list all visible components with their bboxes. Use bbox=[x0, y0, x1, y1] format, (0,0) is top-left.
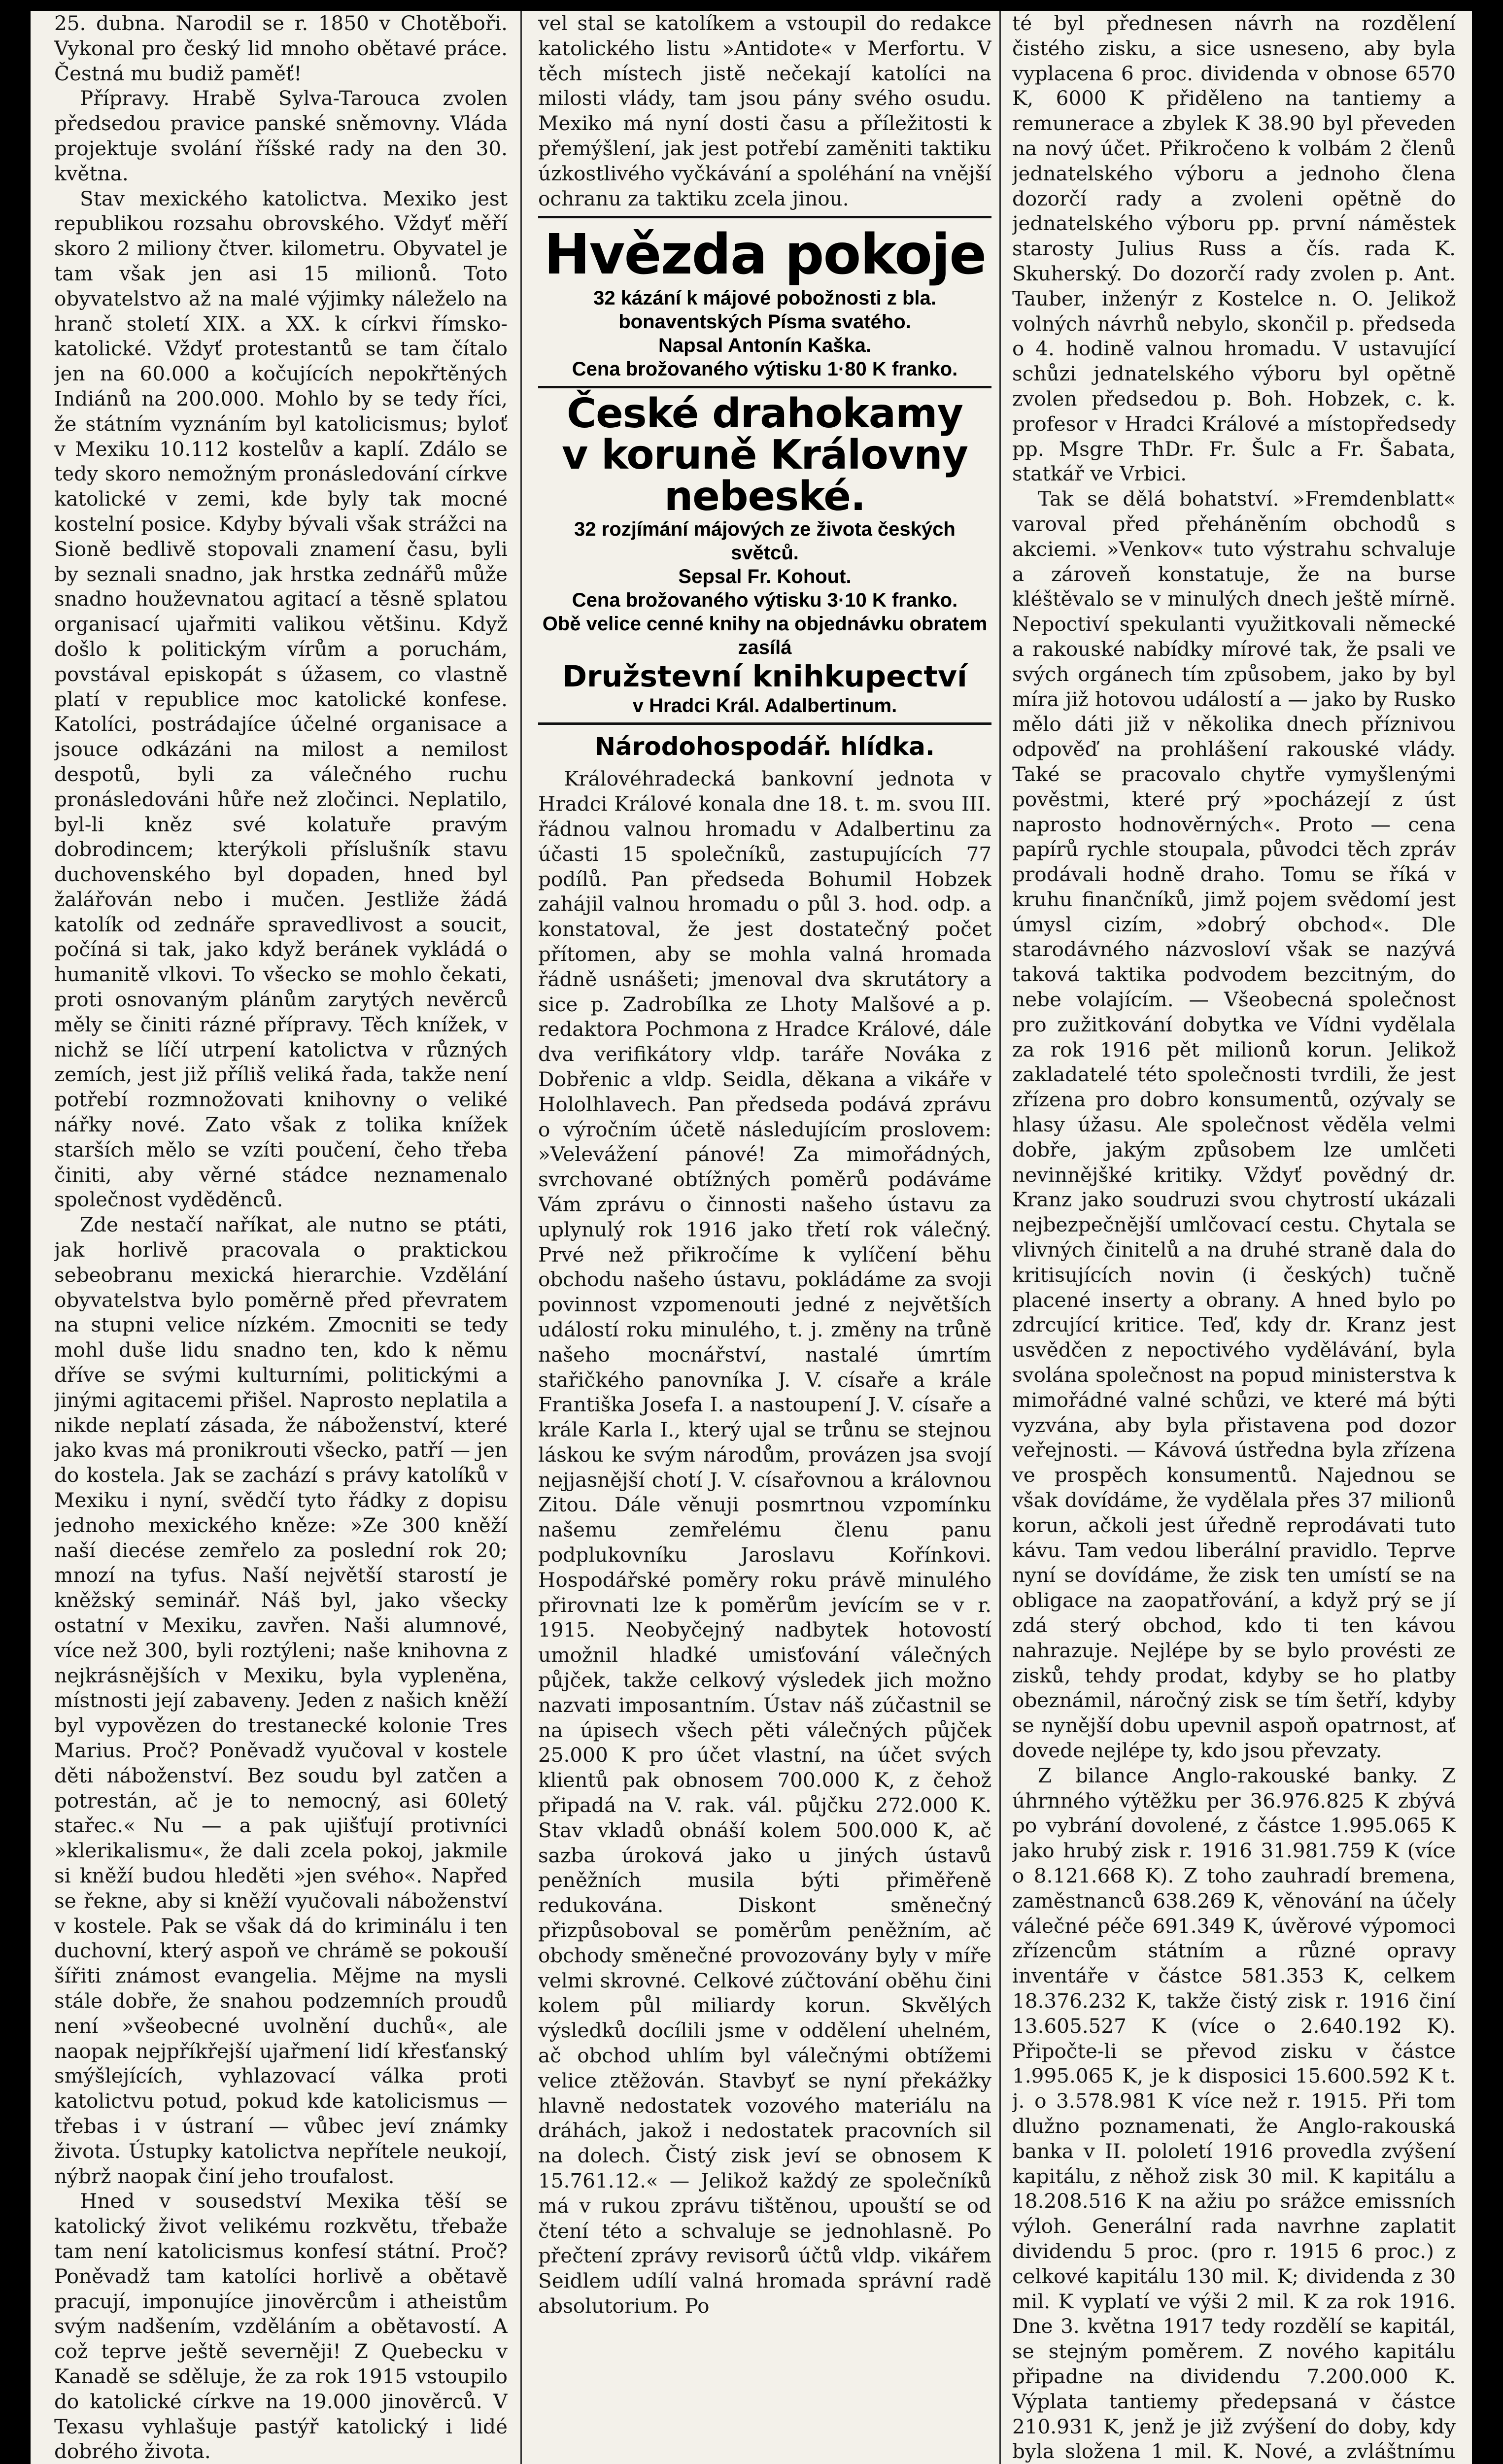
paragraph: Stav mexického katolictva. Mexiko jest republikou rozsahu obrovského. Vždyť měří skoro 2 miliony čtver. kilometru. Obyvatel je tam však jen asi 15 milionů. Toto obyvatelstvo až na malé výjimky náleželo na hranč století XIX. a XX. k církvi římsko-katolické. Vždyť protestantů se tam čítalo jen na 60.000 a kočujících nepokřtěných Indiánů na 200.000. Mohlo by se tedy říci, že státním vyznáním byl katolicismus; byloť v Mexiku 10.112 kostelův a kaplí. Zdálo se tedy skoro nemožným pronásledování církve katolické v zemi, kde byly tak mocné kostelní posice. Kdyby bývali však strážci na Sioně bedlivě stopovali znamení času, byli by seznali snadno, jak hrstka zednářů může snadno houževnatou agitací a těsně splatou organisací ujařmiti valikou většinu. Když došlo k politickým vírům a poruchám, povstával episkopát s úžasem, co vlastně platí v republice moc katolické konfese. Katolíci, postrádajíce účelné organisace a jsouce odkázáni na milost a nemilost despotů, byli za válečného ruchu pronásledováni hůře než zločinci. Neplatilo, byl-li kněz své kolatuře pravým dobrodincem; kterýkoli příslušník stavu duchovenského byl dopaden, hned byl žalářován nebo i mučen. Jestliže žádá katolík od zednáře spravedlivost a soucit, počíná si tak, jako když beránek vykládá o humanitě vlkovi. To všecko se mohlo čekati, proti osnovaným plánům zarytých nevěrců měly se činiti rázné přípravy. Těch knížek, v nichž se líčí utrpení katolictva v různých zemích, jest již příliš veliká řada, takže není potřebí rozmnožovati knihovny o veliké nářky nové. Zato však z tolika knížek starších mělo se vzíti poučení, čeho třeba činiti, aby věrné stádce neznamenalo společnost vyděděnců. bbox=[54, 186, 508, 1212]
advert-author: Napsal Antonín Kaška. bbox=[658, 335, 871, 357]
paragraph: Tak se dělá bohatství. »Fremdenblatt« varoval před přeháněním obchodů s akciemi. »Venkov« tuto výstrahu schvaluje a zároveň konstatuje, že na burse kléštěvalo se v minulých dnech ještě mírně. Nepoctiví spekulanti využitkovali německé a rakouské nabídky mírové tak, že psali ve svých orgánech tím způsobem, jako by byl míra již hotovou událostí a — jako by Rusko mělo dáti již v několika dnech příznivou odpověď na prohlášení rakouské vlády. Také se pracovalo chytře vymyšlenými pověstmi, které prý »pocházejí z úst naprosto hodnověrných«. Proto — cena papírů rychle stoupala, původci těch zpráv prodávali hodně draho. Tomu se říká v kruhu finančníků, jimž pojem svědomí jest úmysl cizím, »dobrý obchod«. Dle starodávného názvosloví však se nazývá taková taktika podvodem bezcitným, do nebe volajícím. — Všeobecná společnost pro zužitkování dobytka ve Vídni vydělala za rok 1916 pět milionů korun. Jelikož zakladatelé této společnosti tvrdili, že jest zřízena pro dobro konsumentů, ozývaly se hlasy úžasu. Ale společnost věděla velmi dobře, jakým způsobem lze umlčeti nevinnějšké kritiky. Vždyť povědný dr. Kranz jako soudruzi svou chytrostí ukázali nejbezpečnější umlčovací cestu. Chytala se vlivných činitelů a na druhé straně dala do kritisujících novin (i českých) tučně placené inserty a obrany. A hned bylo po zdrcující kritice. Teď, kdy dr. Kranz jest usvědčen z nepoctivého vydělávání, byla svolána společnost na popud ministerstva k mimořádné valné schůzi, ve které má býti vyzvána, aby byla přistavena pod dozor veřejnosti. — Kávová ústředna byla zřízena ve prospěch konsumentů. Najednou se však dovídáme, že vydělala přes 37 milionů korun, ačkoli jest úředně reprodávati tuto kávu. Tam vedou liberální pravidlo. Teprve nyní se dovídáme, že zisk ten umístí se na obligace na zaopatřování, a když prý se jí zdá sterý obchod, kdo ti ten kávou nahrazuje. Nejlépe by se bylo provésti ze zisků, tehdy prodat, kdyby se ho platby obeznámil, náročný zisk se tím šetří, kdyby se nynější dobu upevnil aspoň opatrnost, ať dovede nejlépe ty, kdo jsou převzaty. bbox=[1012, 487, 1456, 1762]
book-advert-2 bbox=[538, 390, 991, 718]
advert-author: Sepsal Fr. Kohout. bbox=[678, 566, 852, 588]
paragraph: Hned v sousedství Mexika těší se katolický život velikému rozkvětu, třebaže tam není katolicismus konfesí státní. Proč? Poněvadž tam katolíci horlivě a obětavě pracují, imponujíce jinověrcům i atheistům svým nadšením, vzděláním a obětavostí. A což teprve ještě severněji! Z Quebecku v Kanadě se sděluje, že za rok 1915 vstoupilo do katolické církve na 19.000 jinověrců. V Texasu vyhlašuje pastýř katolický i lidé dobrého života. bbox=[54, 2189, 508, 2464]
column-divider bbox=[520, 11, 522, 2464]
advert-subtitle: 32 kázání k májové pobožnosti z bla. bonaventských Písma svatého. bbox=[593, 287, 936, 333]
newspaper-page bbox=[31, 11, 1472, 2464]
advert-title: Hvězda pokoje bbox=[544, 223, 986, 287]
column-3 bbox=[1012, 11, 1456, 2464]
paragraph: Přípravy. Hrabě Sylva-Tarouca zvolen předsedou pravice panské sněmovny. Vláda projektuje svolání říšské rady na den 30. května. bbox=[54, 86, 508, 185]
publisher-name: Družstevní knihkupectví bbox=[562, 659, 967, 694]
advert-price: Cena brožovaného výtisku 1·80 K franko. bbox=[572, 358, 958, 380]
section-heading: Národohospodář. hlídka. bbox=[595, 732, 935, 761]
book-advert-1 bbox=[538, 223, 991, 381]
paragraph: 25. dubna. Narodil se r. 1850 v Chotěboři. Vykonal pro český lid mnoho obětavé práce. Čestná mu budiž paměť! bbox=[54, 11, 508, 85]
divider bbox=[538, 216, 991, 218]
advert-price: Cena brožovaného výtisku 3·10 K franko. bbox=[572, 589, 958, 612]
divider bbox=[538, 722, 991, 725]
advert-title-line: nebeské. bbox=[664, 473, 866, 520]
paragraph: té byl přednesen návrh na rozdělení čistého zisku, a sice usneseno, aby byla vyplacena 6 proc. dividenda v obnose 6570 K, 6000 K přiděleno na tantiemy a remunerace a zbylek K 38.90 byl převeden na nový účet. Přikročeno k volbám 2 členů jednatelského výboru a jednoho člena dozorčí rady a zvoleni opětně do jednatelského výboru pp. první náměstek starosty Julius Russ a čís. rada K. Skuherský. Do dozorčí rady zvolen p. Ant. Tauber, inženýr z Kostelce n. O. Jelikož volných návrhů nebylo, skončil p. předseda o 4. hodině valnou hromadu. V ustavující schůzi jednatelského výboru byl opětně zvolen předsedou p. Boh. Hobzek, c. k. profesor v Hradci Králové a místopředsedy pp. Msgre ThDr. Fr. Šulc a Fr. Šabata, statkář ve Vrbici. bbox=[1012, 11, 1456, 486]
divider bbox=[538, 386, 991, 388]
advert-title-line: v koruně Královny bbox=[561, 432, 968, 479]
advert-title-line: České drahokamy bbox=[566, 390, 963, 438]
paragraph: Z bilance Anglo-rakouské banky. Z úhrnného výtěžku per 36.976.825 K zbývá po vybrání dovolené, z částce 1.995.065 K jako hrubý zisk r. 1916 31.981.759 K (více o 8.121.668 K). Z toho zauhradí bremena, zaměstnanců 638.269 K, věnování na účely válečné péče 691.349 K, úvěrové výpomoci zřízencům státním a různé opravy inventáře v částce 581.353 K, celkem 18.376.232 K, takže čistý zisk r. 1916 činí 13.605.527 K (více o 2.640.192 K). Připočte-li se převod zisku v částce 1.995.065 K, je k disposici 15.600.592 K t. j. o 3.578.981 K více než r. 1915. Při tom dlužno poznamenati, že Anglo-rakouská banka v II. pololetí 1916 provedla zvýšení kapitálu, z něhož zisk 30 mil. K kapitálu a 18.208.516 K na ažiu po srážce emissních výloh. Generální rada navrhne zaplatit dividendu 5 proc. (pro r. 1915 6 proc.) z celkové kapitálu 130 mil. K; dividenda z 30 mil. K vyplatí ve výši 2 mil. K za rok 1916. Dne 3. května 1917 tedy rozdělí se kapitál, se stejným poměrem. Z nového kapitálu připadne na dividendu 7.200.000 K. Výplata tantiemy předepsaná v částce 210.931 K, jenž je již zvýšení do doby, kdy byla složena 1 mil. K. Nové, a zvláštnímu bbox=[1012, 1763, 1456, 2464]
advert-subtitle: 32 rozjímání májových ze života českých světců. bbox=[574, 518, 956, 564]
column-divider bbox=[999, 11, 1001, 2464]
column-2 bbox=[538, 11, 991, 2464]
advert-note: Obě velice cenné knihy na objednávku obratem zasílá bbox=[542, 613, 988, 659]
paragraph: vel stal se katolíkem a vstoupil do redakce katolického listu »Antidote« v Merfortu. V těch místech jistě nečekají katolíci na milosti vlády, tam jsou pány svého osudu. Mexiko má nyní dosti času a příležitosti k přemýšlení, jak jest potřebí zaměniti taktiku úzkostlivého vyčkávání a spoléhání na vnější ochranu za taktiku zcela jinou. bbox=[538, 11, 991, 210]
publisher-address: v Hradci Král. Adalbertinum. bbox=[632, 695, 897, 717]
column-1 bbox=[54, 11, 508, 2464]
paragraph: Královéhradecká bankovní jednota v Hradci Králové konala dne 18. t. m. svou III. řádnou valnou hromadu v Adalbertinu za účasti 15 společníků, zastupujících 77 podílů. Pan předseda Bohumil Hobzek zahájil valnou hromadu o půl 3. hod. odp. a konstatoval, že jest dostatečný počet přítomen, aby se mohla valná hromada řádně usnášeti; jmenoval dva skrutátory a sice p. Zadrobílka ze Lhoty Malšové a p. redaktora Pochmona z Hradce Králové, dále dva verifikátory vldp. taráře Nováka z Dobřenic a vldp. Seidla, děkana a vikáře v Hololhlavech. Pan předseda podává zprávu o výročním účetě následujícím proslovem: »Velevážení pánové! Za mimořádných, svrchované obtížných poměrů podáváme Vám zprávu o činnosti našeho ústavu za uplynulý rok 1916 jako třetí rok válečný. Prvé než přikročíme k vylíčení běhu obchodu našeho ústavu, pokládáme za svoji povinnost vzpomenouti jedné z největších událostí roku minulého, t. j. změny na trůně našeho mocnářství, nastalé úmrtím stařičkého panovníka J. V. císaře a krále Františka Josefa I. a nastoupení J. V. císaře a krále Karla I., který ujal se trůnu se stejnou láskou ke svým národům, provázen jsa svojí nejjasnější chotí J. V. císařovnou a královnou Zitou. Dále věnuji posmrtnou vzpomínku našemu zemřelému členu panu podplukovníku Jaroslavu Kořínkovi. Hospodářské poměry roku právě minulého přirovnati lze k poměrům jevícím se v r. 1915. Neobyčejný nadbytek hotovostí umožnil hladké umisťování válečných půjček, takže celkový výsledek jich možno nazvati imposantním. Ústav náš zúčastnil se na úpisech všech pěti válečných půjček 25.000 K pro účet vlastní, na účet svých klientů pak obnosem 700.000 K, z čehož připadá na V. rak. vál. půjčku 272.000 K. Stav vkladů obnáší kolem 500.000 K, ač sazba úroková jako u jiných ústavů peněžních musila býti přiměřeně redukována. Diskont směnečný přizpůsoboval se poměrům peněžním, ač obchody směnečné provozovány byly v míře velmi skrovné. Celkové zúčtování oběhu čini kolem půl miliardy korun. Skvělých výsledků docílili jsme v oddělení uhelném, ač obchod uhlím byl válečnými obtížemi velice ztěžován. Stavbyť se nyní překážky hlavně nedostatek vozového materiálu na dráhách, jakož i nedostatek pracovních sil na dolech. Čistý zisk jeví se obnosem K 15.761.12.« — Jelikož každý ze společníků má v rukou zprávu tištěnou, upouští se od čtení této a schvaluje se jednohlasně. Po přečtení zprávy revisorů účtů vldp. vikářem Seidlem udílí valná hromada správní radě absolutorium. Po bbox=[538, 767, 991, 2318]
paragraph: Zde nestačí naříkat, ale nutno se ptáti, jak horlivě pracovala o praktickou sebeobranu mexická hierarchie. Vzdělání obyvatelstva bylo poměrně před převratem na stupni velice nízkém. Zmocniti se tedy mohl duše lidu snadno ten, kdo k němu dříve se svými kulturními, politickými a jinými agitacemi přišel. Naprosto neplatila a nikde neplatí zásada, že náboženství, které jako kvas má pronikrouti všecko, patří — jen do kostela. Jak se zachází s právy katolíků v Mexiku i nyní, svědčí tyto řádky z dopisu jednoho mexického kněze: »Ze 300 kněží naší diecése zemřelo za poslední rok 20; mnozí na tyfus. Naší největší starostí je kněžský seminář. Náš byl, jako všecky ostatní v Mexiku, zavřen. Naši alumnové, více než 300, byli roztýleni; naše knihovna z nejkrásnějších v Mexiku, byla vypleněna, místnosti její zabaveny. Jeden z našich kněží byl vypovězen do trestanecké kolonie Tres Marius. Proč? Poněvadž vyučoval v kostele děti náboženství. Bez soudu byl zatčen a potrestán, ač je to nemocný, asi 60letý stařec.« Nu — a pak ujišťují protivníci »klerikalismu«, že dali zcela pokoj, jakmile si kněží budou hleděti »jen svého«. Napřed se řekne, aby si kněží vyučovali náboženství v kostele. Pak se však dá do kriminálu i ten duchovní, který aspoň ve chrámě se pokouší šířiti známost evangelia. Mějme na mysli stále dobře, že snahou podzemních proudů není »všeobecné uvolnění duchů«, ale naopak nejpříkřejší ujařmení lidí křesťanský smýšlejících, vyhlazovací válka proti katolictvu potud, pokud kde katolicismus — třebas i v ústraní — vůbec jeví známky života. Ústupky katolictva nepřítele neukojí, nýbrž naopak činí jeho troufalost. bbox=[54, 1213, 508, 2188]
